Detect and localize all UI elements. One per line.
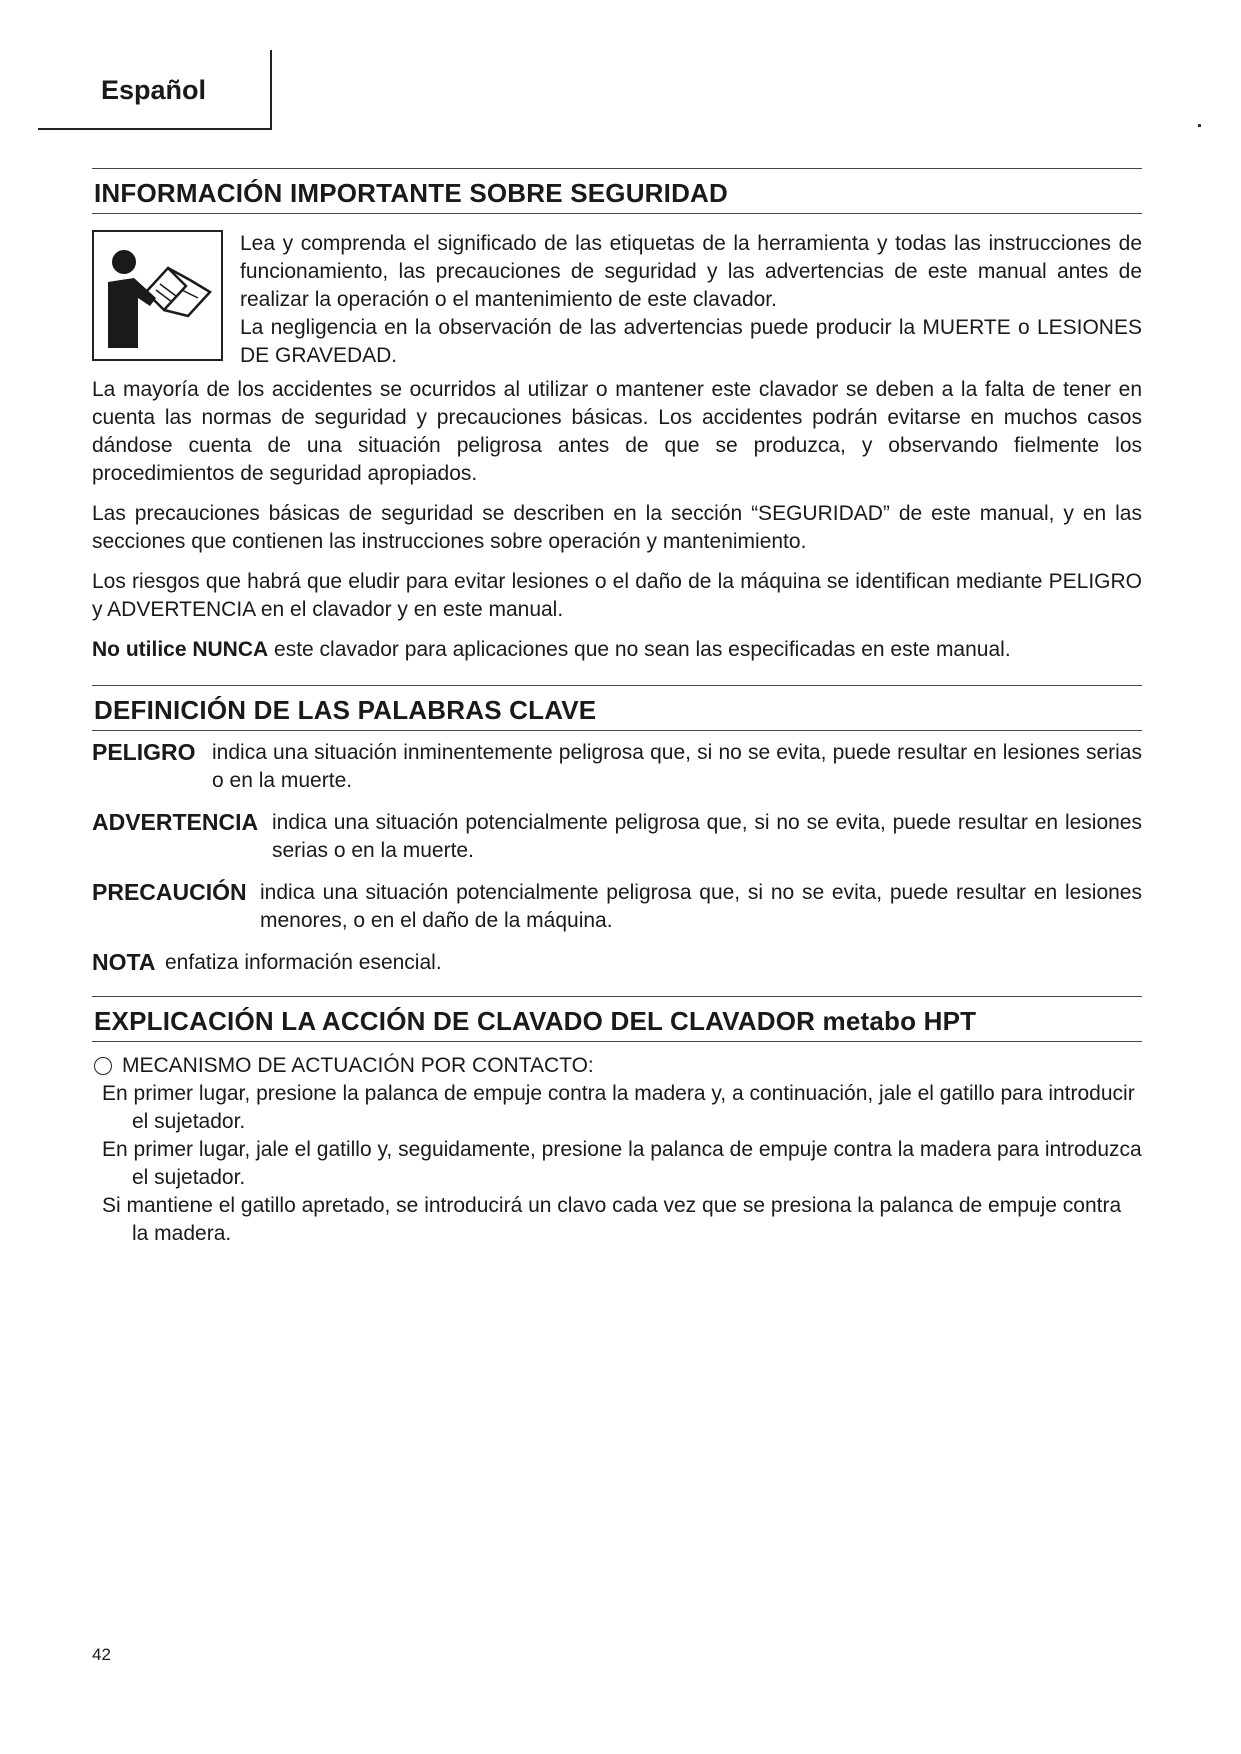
safety-paragraph-1: La mayoría de los accidentes se ocurridos al utilizar o mantener este clavador se deben a la falta de tener en cuenta las normas de seguridad y precauciones básicas. Los accidentes podrán evitarse en muchos casos dándose cuenta de una situación peligrosa antes de que se produzca, y observando fielmente los procedimientos de seguridad apropiados. (92, 378, 1142, 485)
page-number: 42 (92, 1645, 111, 1664)
safety-paragraph-2: Las precauciones básicas de seguridad se describen en la sección “SEGURIDAD” de este manual, y en las secciones que contienen las instrucciones sobre operación y mantenimiento. (92, 502, 1142, 553)
safety-paragraph-4 (92, 636, 1142, 664)
read-manual-icon (92, 230, 223, 361)
safety-paragraph-3: Los riesgos que habrá que eludir para evitar lesiones o el daño de la máquina se identifican mediante PELIGRO y ADVERTENCIA en el clavador y en este manual. (92, 570, 1142, 621)
term-nota: NOTA (92, 949, 156, 975)
safety-section (92, 168, 1142, 664)
definition-text: indica una situación inminentemente peligrosa que, si no se evita, puede resultar en lesiones serias o en la muerte. (212, 741, 1142, 792)
definition-peligro (92, 739, 1142, 795)
intro-paragraph-2: La negligencia en la observación de las advertencias puede producir la MUERTE o LESIONES DE GRAVEDAD. (240, 316, 1142, 367)
mechanism-label-row (92, 1052, 1142, 1080)
explanation-section (92, 996, 1142, 1248)
circle-icon (94, 1057, 112, 1075)
term-peligro: PELIGRO (92, 739, 196, 765)
definition-text: indica una situación potencialmente peligrosa que, si no se evita, puede resultar en lesiones menores, o en el daño de la máquina. (260, 881, 1142, 932)
term-precaucion: PRECAUCIÓN (92, 879, 247, 905)
definitions-title: DEFINICIÓN DE LAS PALABRAS CLAVE (92, 685, 1142, 731)
never-use-emphasis: No utilice NUNCA (92, 638, 269, 661)
definition-precaucion (92, 879, 1142, 935)
safety-title: INFORMACIÓN IMPORTANTE SOBRE SEGURIDAD (92, 168, 1142, 214)
definition-text: enfatiza información esencial. (165, 951, 442, 974)
safety-intro (92, 230, 1142, 366)
corner-dot (1198, 124, 1201, 127)
definition-nota (92, 949, 1142, 977)
explanation-title: EXPLICACIÓN LA ACCIÓN DE CLAVADO DEL CLAVADOR metabo HPT (92, 996, 1142, 1042)
term-advertencia: ADVERTENCIA (92, 809, 259, 835)
definitions-section (92, 685, 1142, 977)
language-tab (38, 50, 272, 130)
intro-paragraph-1: Lea y comprenda el significado de las etiquetas de la herramienta y todas las instrucciones de funcionamiento, las precauciones de seguridad y las advertencias de este manual antes de realizar la operación o el mantenimiento de este clavador. (240, 232, 1142, 311)
mechanism-item-2: En primer lugar, jale el gatillo y, seguidamente, presione la palanca de empuje contra la madera para introduzca el sujetador. (102, 1138, 1142, 1189)
never-use-rest: este clavador para aplicaciones que no sean las especificadas en este manual. (268, 638, 1011, 661)
mechanism-label: MECANISMO DE ACTUACIÓN POR CONTACTO: (122, 1054, 594, 1077)
definition-advertencia (92, 809, 1142, 865)
language-label: Español (101, 75, 207, 105)
definition-text: indica una situación potencialmente peligrosa que, si no se evita, puede resultar en lesiones serias o en la muerte. (272, 811, 1142, 862)
mechanism-item-3: Si mantiene el gatillo apretado, se introducirá un clavo cada vez que se presiona la palanca de empuje contra la madera. (102, 1194, 1122, 1245)
mechanism-item-1: En primer lugar, presione la palanca de empuje contra la madera y, a continuación, jale el gatillo para introducir el sujetador. (102, 1082, 1135, 1133)
